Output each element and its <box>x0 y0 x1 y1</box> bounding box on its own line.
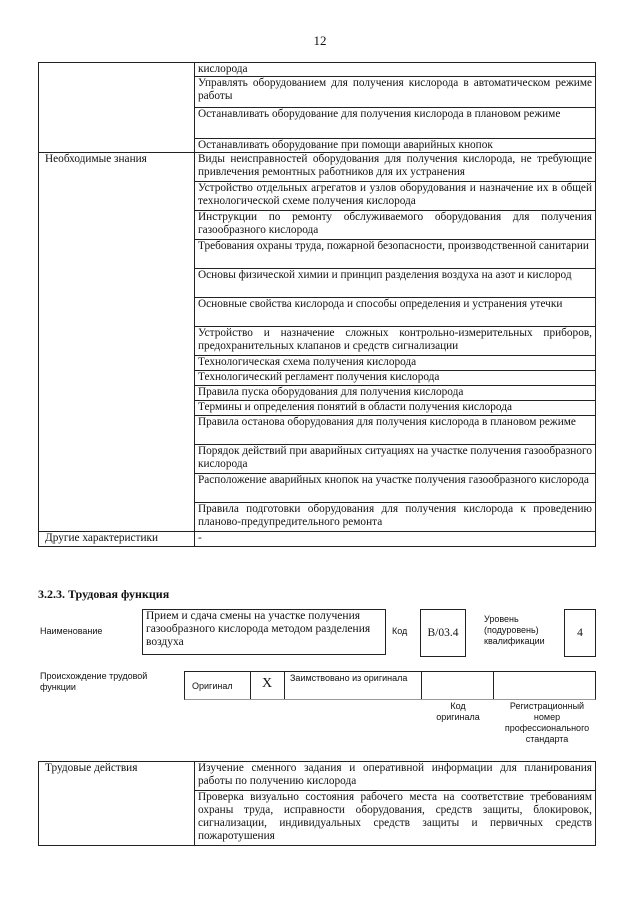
table-row <box>39 63 596 77</box>
other-value: - <box>195 532 596 547</box>
knowledge-item: Устройство и назначение сложных контрольно-измерительных приборов, предохранительных клапанов и средств сигнализации <box>195 327 596 356</box>
level-value-box: 4 <box>564 609 596 657</box>
function-name-box: Прием и сдача смены на участке получения газообразного кислорода методом разделения воздуха <box>142 609 386 655</box>
knowledge-item: Термины и определения понятий в области получения кислорода <box>195 401 596 416</box>
reg-number-label: Регистрационный номер профессионального стандарта <box>504 701 590 744</box>
action-item: Изучение сменного задания и оперативной информации для планирования работы по получению кислорода <box>195 762 596 791</box>
name-label: Наименование <box>40 626 103 636</box>
table-row <box>39 762 596 791</box>
action-item: Проверка визуально состояния рабочего места на соответствие требованиям охраны труда, исправности оборудования, средств защиты, блокировок, сигнализации, индивидуальных средств защиты и первичных средств пожаротушения <box>195 791 596 846</box>
table-row <box>39 153 596 182</box>
skills-label-cell <box>39 63 195 153</box>
table-row <box>39 532 596 547</box>
other-label: Другие характеристики <box>39 532 195 547</box>
knowledge-item: Правила останова оборудования для получения кислорода в плановом режиме <box>195 416 596 445</box>
divider <box>284 672 285 699</box>
knowledge-label: Необходимые знания <box>39 153 195 532</box>
knowledge-item: Инструкции по ремонту обслуживаемого оборудования для получения газообразного кислорода <box>195 211 596 240</box>
knowledge-item: Требования охраны труда, пожарной безопасности, производственной санитарии <box>195 240 596 269</box>
code-value-box: B/03.4 <box>420 609 466 657</box>
knowledge-item: Технологический регламент получения кислорода <box>195 371 596 386</box>
divider <box>250 672 251 699</box>
original-label: Оригинал <box>192 681 233 691</box>
table-cell: кислорода <box>195 63 596 77</box>
knowledge-item: Порядок действий при аварийных ситуациях на участке получения газообразного кислорода <box>195 445 596 474</box>
knowledge-item: Расположение аварийных кнопок на участке получения газообразного кислорода <box>195 474 596 503</box>
knowledge-item: Правила подготовки оборудования для получения кислорода к проведению планово-предупредительного ремонта <box>195 503 596 532</box>
borrowed-label: Заимствовано из оригинала <box>290 673 408 683</box>
requirements-table <box>38 62 596 547</box>
table-cell: Управлять оборудованием для получения кислорода в автоматическом режиме работы <box>195 77 596 108</box>
level-label: Уровень (подуровень) квалификации <box>484 614 545 646</box>
knowledge-item: Виды неисправностей оборудования для получения кислорода, не требующие привлечения ремонтных работников для их устранения <box>195 153 596 182</box>
actions-table <box>38 761 596 846</box>
code-original-label: Код оригинала <box>436 701 480 722</box>
section-title: 3.2.3. Трудовая функция <box>38 587 170 601</box>
code-label: Код <box>392 626 408 636</box>
knowledge-item: Основы физической химии и принцип разделения воздуха на азот и кислород <box>195 269 596 298</box>
divider <box>421 672 422 699</box>
page-number: 12 <box>313 33 327 48</box>
knowledge-item: Устройство отдельных агрегатов и узлов оборудования и назначение их в общей технологической схеме получения кислорода <box>195 182 596 211</box>
table-cell: Останавливать оборудование для получения кислорода в плановом режиме <box>195 108 596 139</box>
table-cell: Останавливать оборудование при помощи аварийных кнопок <box>195 139 596 153</box>
knowledge-item: Правила пуска оборудования для получения кислорода <box>195 386 596 401</box>
divider <box>493 672 494 699</box>
knowledge-item: Технологическая схема получения кислорода <box>195 356 596 371</box>
knowledge-item: Основные свойства кислорода и способы определения и устранения утечки <box>195 298 596 327</box>
actions-label: Трудовые действия <box>39 762 195 846</box>
origin-label: Происхождение трудовой функции <box>40 671 148 692</box>
original-mark: X <box>262 676 273 691</box>
